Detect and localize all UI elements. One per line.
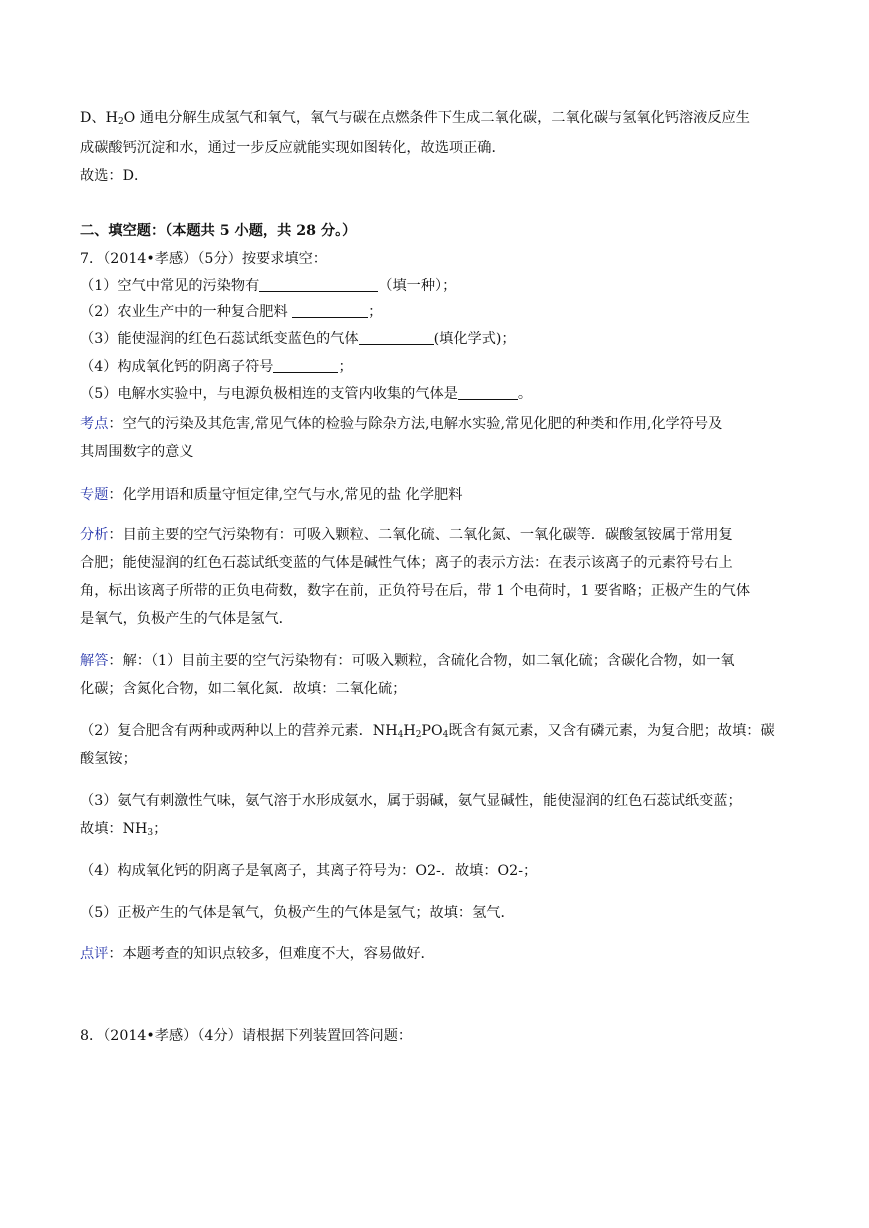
fenxi-line-4: 是氧气，负极产生的气体是氢气． <box>80 611 293 627</box>
fenxi-label: 分析 <box>80 527 109 543</box>
jieda-p2-line-1: （2）复合肥含有两种或两种以上的营养元素．$NH_4H_2PO_4$既含有氮元素，又含有磷元素，为复合肥；故填：碳 <box>80 723 775 740</box>
kaodian-label: 考点 <box>80 416 109 432</box>
answer-blank-5[interactable] <box>458 385 518 400</box>
prev-choice: 故选：D． <box>80 168 149 184</box>
fenxi-line-2: 合肥；能使湿润的红色石蕊试纸变蓝的气体是碱性气体；离子的表示方法：在表示该离子的元素符号右上 <box>80 555 733 571</box>
jieda-p2-line-2: 酸氢铵； <box>80 751 137 767</box>
q7-stem: 7．（2014•孝感）（5分）按要求填空： <box>80 251 327 267</box>
q7-item-1: （1）空气中常见的污染物有 （填一种）； <box>80 278 457 294</box>
answer-blank-2[interactable] <box>292 303 368 318</box>
kaodian-line-2: 其周围数字的意义 <box>80 444 194 460</box>
jieda-line-1: 解答：解：（1）目前主要的空气污染物有：可吸入颗粒，含硫化合物，如二氧化硫；含碳化合物，如一氧 <box>80 653 735 669</box>
q7-item-4: （4）构成氧化钙的阴离子符号 ； <box>80 359 353 375</box>
prev-answer-line-2: 成碳酸钙沉淀和水，通过一步反应就能实现如图转化，故选项正确． <box>80 140 506 156</box>
jieda-line-2: 化碳；含氮化合物，如二氧化氮．故填：二氧化硫； <box>80 681 407 697</box>
jieda-label: 解答 <box>80 653 109 669</box>
answer-blank-4[interactable] <box>273 358 338 373</box>
answer-blank-3[interactable] <box>359 330 434 345</box>
prev-answer-line-1: D、$H_2O$ 通电分解生成氢气和氧气，氧气与碳在点燃条件下生成二氧化碳，二氧化碳与氢氧化钙溶液反应生 <box>80 110 750 127</box>
jieda-p4: （4）构成氧化钙的阴离子是氧离子，其离子符号为：O2-．故填：O2-； <box>80 863 538 879</box>
zhuanti-line: 专题：化学用语和质量守恒定律,空气与水,常见的盐 化学肥料 <box>80 487 463 503</box>
fenxi-line-1: 分析：目前主要的空气污染物有：可吸入颗粒、二氧化硫、二氧化氮、一氧化碳等．碳酸氢铵属于常用复 <box>80 527 733 543</box>
jieda-p5: （5）正极产生的气体是氧气，负极产生的气体是氢气；故填：氢气． <box>80 905 515 921</box>
q7-item-2: （2）农业生产中的一种复合肥料 ； <box>80 304 383 320</box>
q7-item-3: （3）能使湿润的红色石蕊试纸变蓝色的气体 (填化学式)； <box>80 331 516 347</box>
jieda-p3-line-1: （3）氨气有刺激性气味，氨气溶于水形成氨水，属于弱碱，氨气显碱性，能使湿润的红色石蕊试纸变蓝； <box>80 793 742 809</box>
kaodian-line-1: 考点：空气的污染及其危害,常见气体的检验与除杂方法,电解水实验,常见化肥的种类和作用,化学符号及 <box>80 416 723 432</box>
section-title: 二、填空题：（本题共 5 小题，共 28 分。） <box>80 223 357 239</box>
q8-stem: 8．（2014•孝感）（4分）请根据下列装置回答问题： <box>80 1028 413 1044</box>
dianping-label: 点评 <box>80 946 109 962</box>
fenxi-line-3: 角，标出该离子所带的正负电荷数，数字在前，正负符号在后，带 1 个电荷时，1 要省略；正极产生的气体 <box>80 583 751 599</box>
q7-item-5: （5）电解水实验中，与电源负极相连的支管内收集的气体是 。 <box>80 386 533 402</box>
answer-blank-1[interactable] <box>259 277 378 292</box>
jieda-p3-line-2: 故填：$NH_3$； <box>80 821 168 838</box>
dianping-line: 点评：本题考查的知识点较多，但难度不大，容易做好． <box>80 946 435 962</box>
zhuanti-label: 专题 <box>80 487 109 503</box>
